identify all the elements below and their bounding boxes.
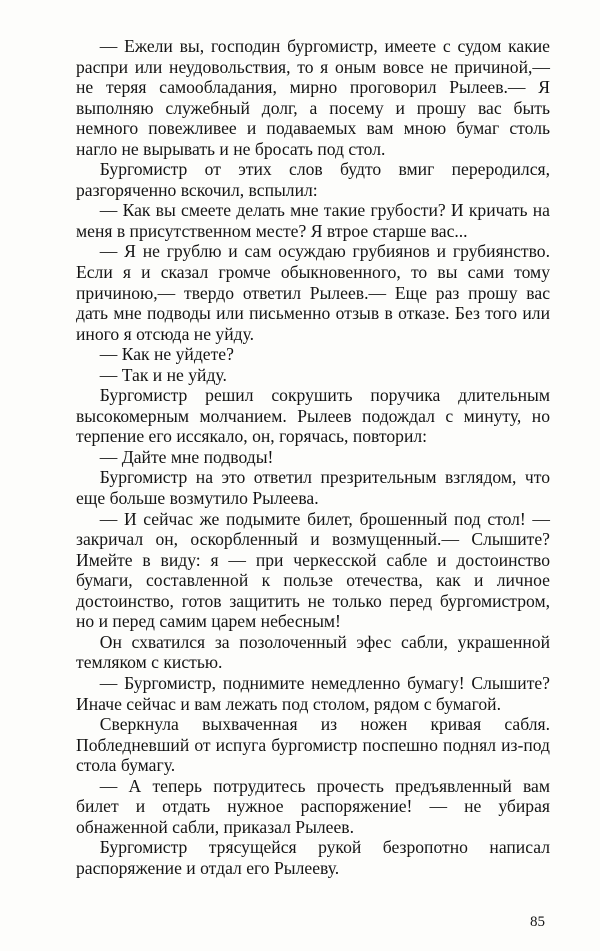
paragraph-3: — Как вы смеете делать мне такие грубости? И кричать на меня в присутственном месте? Я втрое старше вас...	[76, 200, 550, 241]
paragraph-4: — Я не грублю и сам осуждаю грубиянов и грубиянство. Если я и сказал громче обыкновенного, то вы сами тому причиною,— твердо ответил Рылеев.— Еще раз прошу вас дать мне подводы или письменно отзыв в отказе. Без того или иного я отсюда не уйду.	[76, 241, 550, 344]
paragraph-6: — Так и не уйду.	[99, 364, 227, 385]
paragraph-12: — Бургомистр, поднимите немедленно бумагу! Слышите? Иначе сейчас и вам лежать под столом, рядом с бумагой.	[76, 672, 550, 714]
paragraph-10: — И сейчас же подымите билет, брошенный под стол! — закричал он, оскорбленный и возмущенный.— Слышите? Имейте в виду: я — при черкесской сабле и достоинство бумаги, составленной к пользе отечества, как и личное достоинство, готов защитить не только перед бургомистром, но и перед самим царем небесным!	[76, 508, 550, 632]
paragraph-1: — Ежели вы, господин бургомистр, имеете с судом какие распри или неудовольствия, то я оным вовсе не причиной,— не теряя самообладания, мирно проговорил Рылеев.— Я выполняю служебный долг, а посему и прошу вас быть немного повежливее и подаваемых вам мною бумаг столь нагло не вырывать и не бросать под стол.	[76, 36, 550, 159]
page-text-body	[76, 36, 550, 878]
paragraph-11: Он схватился за позолоченный эфес сабли, украшенной темляком с кистью.	[76, 631, 550, 673]
paragraph-14: — А теперь потрудитесь прочесть предъявленный вам билет и отдать нужное распоряжение! — не убирая обнаженной сабли, приказал Рылеев.	[76, 775, 550, 837]
paragraph-8: — Дайте мне подводы!	[99, 446, 274, 467]
paragraph-7: Бургомистр решил сокрушить поручика длительным высокомерным молчанием. Рылеев подождал с минуту, но терпение его иссякало, он, горячась, повторил:	[76, 385, 550, 447]
paragraph-9: Бургомистр на это ответил презрительным взглядом, что еще больше возмутило Рылеева.	[76, 467, 550, 509]
page-number: 85	[530, 914, 545, 930]
paragraph-13: Сверкнула выхваченная из ножен кривая сабля. Побледневший от испуга бургомистр поспешно поднял из-под стола бумагу.	[76, 714, 550, 776]
paragraph-2: Бургомистр от этих слов будто вмиг переродился, разгоряченно вскочил, вспылил:	[76, 159, 550, 200]
paragraph-5: — Как не уйдете?	[99, 344, 234, 365]
paragraph-15: Бургомистр трясущейся рукой безропотно написал распоряжение и отдал его Рылееву.	[76, 837, 550, 878]
